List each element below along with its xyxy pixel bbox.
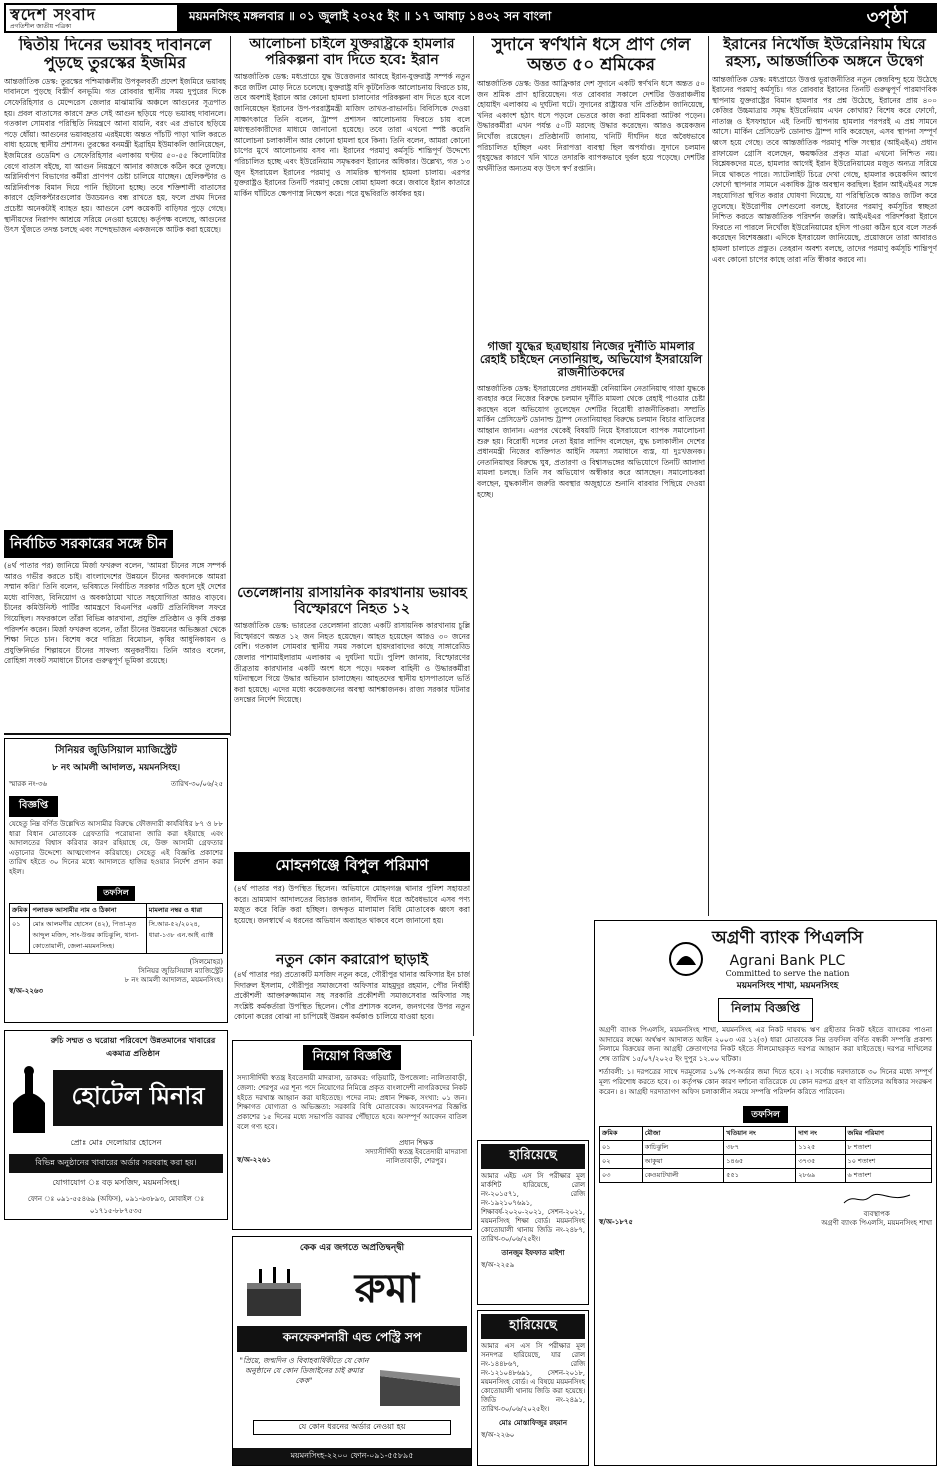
notice-body: আমার এস এস সি পরীক্ষার মূল সনদপত্র হারিয়েছে, যার রোল নং-১৪৪৮৬৭, রেজি নং-১২১০৪৮৬৯১, সেশন-২০১৮, ময়মনসিংহ বোর্ড। এ বিষয়ে ময়মনসিংহ কোতোয়ালী থানায় জিডি করা হয়েছে। জিডি নং-২৪৯১, তারিখ-৩০/০৬/২০২৫ইং। [481,1342,585,1413]
story-body: (৪র্থ পাতার পর) প্রত্যেকটি মসজিদ নতুন করে, গৌরীপুর থানার অফিসার ইন চার্জ দিদারুল ইসলাম, গৌরীপুর সমাজসেবা অফিসার মাহমুদুর রহমান, পৌর নির্বাহী প্রকৌশলী আক্তারুজ্জামান সহ সরকারি প্রকৌশলী সমাজসেবার অফিসার সহ সংশ্লিষ্ট কর্মকর্তারা উপস্থিত ছিলেন। পৌর প্রশাসক বলেন, জনগণের উপর নতুন কোনো করের বোঝা না চাপিয়েই উন্নয়ন কর্মকাণ্ড চালিয়ে যাওয়া হবে। [234,970,470,1022]
schedule-table [599,1126,932,1183]
story-china [4,530,226,730]
ruma-confectionery-ad [232,1236,472,1466]
lost-notice [477,1140,589,1305]
cake-slice-icon [375,1356,465,1416]
reference-number: স্ব/অ-২২৬০ [481,1431,515,1439]
table-cell: ০২ [600,1155,643,1169]
notice-title: নিলাম বিজ্ঞপ্তি [718,998,813,1022]
bank-motto: Committed to serve the nation [725,969,850,978]
headline: তেলেঙ্গানায় রাসায়নিক কারখানায় ভয়াবহ বিস্ফোরণে নিহত ১২ [237,585,467,618]
court-notice [4,738,228,1023]
table-cell: ১০ শতাংশ [845,1155,931,1169]
branch-name: ময়মনসিংহ শাখা, ময়মনসিংহ [736,981,839,991]
order-line: যে কোন ধরনের অর্ডার নেওয়া হয় [253,1420,451,1435]
logo-tagline: প্রগতিশীল জাতীয় পত্রিকা [10,22,72,30]
table-cell: ৩৭৩৫ [796,1155,845,1169]
court-header: সিনিয়র জুডিসিয়াল ম্যাজিস্ট্রেট [55,745,177,756]
notice-title: হারিয়েছে [481,1314,585,1339]
table-cell: আকুয়া [642,1155,724,1169]
table-cell: ৩৮৭ [724,1141,796,1155]
reference-number: স্ব/অ-১৮৭৫ [599,1217,633,1227]
signer-org: সদ্যাসীর্দিঘী স্বতন্ত্র ইবতেদায়ী মাদরাসা [365,1147,467,1156]
notice-body: অগ্রণী ব্যাংক পিএলসি, ময়মনসিংহ শাখা, ময়মনসিংহ এর নিকট দায়বদ্ধ ঋণ গ্রহীতার নিকট হইতে ব্যাংকের পাওনা আদায়ের লক্ষ্যে অর্থঋণ আদালত আইন ২০০৩ এর ১২(৩) ধারা মোতাবেক নিম্ন তফসিল বর্ণিত বন্ধকী সম্পত্তি প্রকাশ্য নিলামে বিক্রয়ের জন্য আগ্রহী ক্রেতাগণের নিকট হইতে সীলমোহরকৃত দরপত্র আহ্বান করা যাইতেছে। দরপত্র দাখিলের শেষ তারিখ ১৫/০৭/২০২৫ ইং দুপুর ১২.০০ ঘটিকা। [599,1026,932,1063]
table-row [600,1155,932,1169]
headline: নির্বাচিত সরকারের সঙ্গে চীন [4,530,173,558]
story-body: আন্তর্জাতিক ডেস্ক: তুরস্কের পশ্চিমাঞ্চলীয় উপকূলবর্তী প্রদেশ ইজমিরে ভয়াবহ দাবানলে পুড়ছে বিস্তীর্ণ বনভূমি। গত রোববার স্থানীয় সময় দুপুরের দিকে সেফেরিহিসার ও মেন্দেরেস জেলার মাঝামাঝি অঞ্চলে আগুনের সূত্রপাত হয়। প্রবল বাতাসের কারণে দ্রুত সেই আগুন ছড়িয়ে পড়ে ভয়াবহ দাবানলে। গতকাল সোমবার পরিস্থিতি নিয়ন্ত্রণে আনা যায়নি, বরং এর প্রভাবে ছড়িয়ে পড়ে ধোঁয়া। আগুনের ভয়াবহতায় এরইমধ্যে অন্তত পাঁচটি পাড়া খালি করতে বাধ্য হয়েছে স্থানীয় প্রশাসন। তুরস্কের বনমন্ত্রী ইব্রাহিম ইউমাকলি জানিয়েছেন, ইজমিরের ওডেমিশ ও সেফেরিহিসার এলাকায় ঘণ্টায় ৫০-৫৫ কিলোমিটার বেগে বাতাস বইছে, যা আগুন নিয়ন্ত্রণে আনার কাজকে কঠিন করে তুলছে। অগ্নিনির্বাপণ বিভাগের কর্মীরা প্রাণপণ চেষ্টা চালিয়ে যাচ্ছেন। হেলিকপ্টার ও অগ্নিনির্বাপক বিমান দিয়ে পানি ছিটানো হচ্ছে। তবে শক্তিশালী বাতাসের কারণে হেলিকপ্টারগুলোর উড্ডয়নও বন্ধ রাখতে হয়, ফলে প্রথম দিনের প্রচেষ্টা অনেকটাই ব্যাহত হয়। আগুনে বেশ কয়েকটি বাড়িঘর পুড়ে গেছে। স্থানীয়দের নিরাপদ আশ্রয়ে সরিয়ে নেওয়া হয়েছে। কর্তৃপক্ষ বলেছে, আগুনের উৎস খুঁজতে তদন্ত চলছে এবং সন্দেহভাজন একজনকে আটক করা হয়েছে। [4,76,226,235]
table-cell: ০৩ [600,1169,643,1183]
shop-name: কনফেকশনারী এন্ড পেস্ট্রি সপ [237,1326,467,1352]
col-header: মামলার নম্বর ও ধারা [146,904,222,918]
mosque-icon [9,1063,49,1133]
job-notice [232,1040,472,1230]
signer-address: নালিতাবাড়ী, শেরপুর। [386,1156,447,1165]
ad-top-line: রুচি সম্মত ও ঘরোয়া পরিবেশে উন্নতমানের খাবারের একমাত্র প্রতিষ্ঠান [50,1035,216,1058]
bank-logo-icon [668,941,704,977]
hotel-address: যোগাযোগ ঃ বড় মসজিদ, ময়মনসিংহ। [52,1178,180,1187]
story-body: আন্তর্জাতিক ডেস্ক: ভারতের তেলেঙ্গানা রাজ্যে একটি রাসায়নিক কারখানায় চুল্লি বিস্ফোরণে অন্তত ১২ জন নিহত হয়েছেন। আহত হয়েছেন আরও ৩০ জনের বেশি। গতকাল সোমবার স্থানীয় সময় সকালে হায়দরাবাদের কাছে সাঙ্গারেড্ডি জেলার পাশামাইলারাম এলাকায় এ দুর্ঘটনা ঘটে। পুলিশ জানায়, বিস্ফোরণের তীব্রতায় কারখানার একটি অংশ ধসে পড়ে। দমকল বাহিনী ও উদ্ধারকর্মীরা ঘটনাস্থলে গিয়ে উদ্ধার অভিযান চালাচ্ছেন। আহতদের স্থানীয় হাসপাতালে ভর্তি করা হয়েছে। এদের মধ্যে কয়েকজনের অবস্থা আশঙ্কাজনক। রাজ্য সরকার ঘটনার তদন্তের নির্দেশ দিয়েছে। [234,621,470,705]
signer-title: ব্যবস্থাপক [863,1210,890,1219]
newspaper-logo [4,3,179,33]
signature-icon [842,1191,912,1207]
date-line: ময়মনসিংহ মঙ্গলবার ॥ ০১ জুলাই ২০২৫ ইং ॥ ১৭ আষাঢ় ১৪৩২ সন বাংলা [179,3,837,33]
column-rule [230,36,231,736]
hotel-tagline: বিভিন্ন অনুষ্ঠানের খাবারের অর্ডার সরবরাহ করা হয়। [9,1154,223,1173]
story-body: আন্তর্জাতিক ডেস্ক: মধ্যপ্রাচ্যে উত্তপ্ত ভূরাজনীতির নতুন কেন্দ্রবিন্দু হয়ে উঠেছে ইরানের পরমাণু কর্মসূচি। গত রোববার ইরানের তিনটি গুরুত্বপূর্ণ পারমাণবিক স্থাপনায় যুক্তরাষ্ট্রের বিমান হামলার পর প্রশ্ন উঠেছে, ইরানের প্রায় ৪০০ কেজির উচ্চমাত্রায় সমৃদ্ধ ইউরেনিয়াম এখন কোথায়? বিশেষ করে ফোর্দো, নাতাঞ্জ ও ইসফাহানে এই তিনটি স্থাপনায় হামলার পরপরই এ প্রশ্ন সামনে আসে। মার্কিন প্রেসিডেন্ট ডোনাল্ড ট্রাম্প দাবি করেছেন, এসব স্থাপনা সম্পূর্ণ ধ্বংস হয়ে গেছে। তবে আন্তর্জাতিক পরমাণু শক্তি সংস্থার (আইএইএ) প্রধান রাফায়েল গ্রোসি বলেছেন, ক্ষয়ক্ষতির প্রকৃত মাত্রা এখনো নিশ্চিত নয়। বিশ্লেষকদের মতে, হামলার আগেই ইরান ইউরেনিয়ামের মজুত অন্যত্র সরিয়ে নিয়ে থাকতে পারে। স্যাটেলাইট চিত্রে দেখা গেছে, হামলার কয়েকদিন আগে ফোর্দো স্থাপনার সামনে একাধিক ট্রাক অবস্থান করছিল। ইরান আইএইএর সঙ্গে সহযোগিতা স্থগিত করার ঘোষণা দিয়েছে, যা পরিস্থিতিকে আরও জটিল করে তুলেছে। ইউরোপীয় দেশগুলো বলছে, ইরানের পরমাণু কর্মসূচির স্বচ্ছতা নিশ্চিত করতে আন্তর্জাতিক পরিদর্শন জরুরি। আইএইএর পরিদর্শকরা ইরানে ফিরতে না পারলে নিখোঁজ ইউরেনিয়ামের হদিস পাওয়া কঠিন হবে বলে সতর্ক করেছেন বিশেষজ্ঞরা। এদিকে ইসরায়েল জানিয়েছে, প্রয়োজনে তারা আবারও হামলা চালাতে প্রস্তুত। তেহরান অবশ্য বলছে, তাদের পরমাণু কর্মসূচি শান্তিপূর্ণ এবং কোনো চাপের কাছে তারা নতি স্বীকার করবে না। [712,74,937,264]
headline: নতুন কোন করারোপ ছাড়াই [275,952,429,968]
court-subheader: ৮ নং আমলী আদালত, ময়মনসিংহ। [51,763,181,773]
story-sudan-mine [477,36,705,336]
table-cell: ০১ [600,1141,643,1155]
section-rule [4,733,230,735]
notice-date: তারিখ-৩০/০৬/২৫ [170,780,223,788]
reference-number: স্ব/অ-২২৫৯ [481,1261,515,1269]
story-body: (৪র্থ পাতার পর) উপস্থিত ছিলেন। অভিযানে মোহনগঞ্জ থানার পুলিশ সহায়তা করে। ভ্রাম্যমাণ আদালতের বিচারক জানান, দীর্ঘদিন ধরে অবৈধভাবে এসব পণ্য মজুত করে বিক্রি করা হচ্ছিল। জব্দকৃত মালামাল বিধি মোতাবেক ধ্বংস করা হয়েছে। জনস্বার্থে এ ধরনের অভিযান অব্যাহত থাকবে বলে জানানো হয়। [234,884,470,925]
table-cell: ১৪৬৫ [724,1155,796,1169]
headline: সুদানে স্বর্ণখনি ধসে প্রাণ গেল অন্তত ৫০ শ্রমিকের [491,36,691,75]
story-body: আন্তর্জাতিক ডেস্ক: উত্তর আফ্রিকার দেশ সুদানে একটি স্বর্ণখনি ধসে অন্তত ৫০ জন শ্রমিক প্রাণ হারিয়েছেন। গত রোববার সকালে দেশটির উত্তরাঞ্চলীয় হোয়াইদ এলাকায় এ দুর্ঘটনা ঘটে। সুদানের রাষ্ট্রায়ত্ত খনি প্রতিষ্ঠান জানিয়েছে, খনির একাংশ হঠাৎ ধসে পড়লে ভেতরে কাজ করা শ্রমিকরা আটকা পড়েন। উদ্ধারকর্মীরা এখন পর্যন্ত ৫০টি মরদেহ উদ্ধার করেছেন। আরও কয়েকজন নিখোঁজ রয়েছেন। প্রতিষ্ঠানটি জানায়, খনিটি দীর্ঘদিন ধরে অবৈধভাবে পরিচালিত হচ্ছিল এবং নিরাপত্তা ব্যবস্থা ছিল অপর্যাপ্ত। সুদানে চলমান গৃহযুদ্ধের কারণে খনি খাতে তদারকি ব্যাপকভাবে দুর্বল হয়ে পড়েছে। দেশটির অর্থনীতির অন্যতম বড় উৎস স্বর্ণ রপ্তানি। [477,79,705,173]
story-no-new-tax [234,952,470,1034]
bank-name-en: Agrani Bank PLC [729,953,846,969]
table-cell: কাচিঝুলি [642,1141,724,1155]
story-telangana-blast [234,585,470,850]
masthead [4,3,937,33]
col-header: ক্রমিক [10,904,30,918]
headline: গাজা যুদ্ধের ছত্রছায়ায় নিজের দুর্নীতি মামলার রেহাই চাইছেন নেতানিয়াহু, অভিযোগ ইসরায়েলি রাজনীতিকদের [479,340,703,380]
bank-name-bn: অগ্রণী ব্যাংক পিএলসি [711,928,864,948]
story-body: আন্তর্জাতিক ডেস্ক: ইসরায়েলের প্রধানমন্ত্রী বেনিয়ামিন নেতানিয়াহু গাজা যুদ্ধকে ব্যবহার করে নিজের বিরুদ্ধে চলমান দুর্নীতি মামলা থেকে রেহাই পাওয়ার চেষ্টা করছেন বলে অভিযোগ তুলেছেন দেশটির বিরোধী রাজনীতিকরা। সম্প্রতি মার্কিন প্রেসিডেন্ট ডোনাল্ড ট্রাম্প নেতানিয়াহুর বিরুদ্ধে চলমান বিচার বাতিলের আহ্বান জানান। এরপর থেকেই বিষয়টি নিয়ে ইসরায়েলে ব্যাপক সমালোচনা শুরু হয়। বিরোধী দলের নেতা ইয়ার লাপিদ বলেছেন, যুদ্ধ চলাকালীন দেশের প্রধানমন্ত্রী নিজের ব্যক্তিগত আইনি সমস্যা সমাধানে ব্যস্ত, যা দুঃখজনক। নেতানিয়াহুর বিরুদ্ধে ঘুষ, প্রতারণা ও বিশ্বাসভঙ্গের অভিযোগে তিনটি আলাদা মামলা চলছে। তিনি সব অভিযোগ অস্বীকার করে আসছেন। সমালোচকরা বলছেন, যুদ্ধকালীন জরুরি অবস্থার অজুহাতে শুনানি বারবার পিছিয়ে দেওয়া হচ্ছে। [477,383,705,499]
story-izmir-wildfire [4,36,226,526]
table-cell: মোঃ আলমগীর হোসেন (৪২), পিতা-মৃত আব্দুল মজিদ, সাং-উত্তর কাচিঝুলি, থানা-কোতোয়ালী, জেলা-ময়মনসিংহ। [30,918,146,954]
headline: মোহনগঞ্জে বিপুল পরিমাণ [234,852,470,881]
story-mohanganj [234,852,470,950]
table-header-row [600,1127,932,1141]
agrani-bank-auction-notice [594,920,937,1466]
proprietor: প্রোঃ মোঃ দেলোয়ার হোসেন [70,1138,162,1147]
notice-body: যেহেতু নিম্ন বর্ণিত উল্লেখিত আসামীর বিরুদ্ধে ফৌজদারী কার্যবিধির ৮৭ ও ৮৮ ধারা বিধান মোতাবেক গ্রেফতারি পরোয়ানা জারি করা হইয়াছে এবং আদালতের বিশ্বাস করিবার কারণ রহিয়াছে যে, উক্ত আসামী গ্রেফতার এড়ানোর উদ্দেশ্যে আত্মগোপন করিয়াছে। সেহেতু এই বিজ্ঞপ্তি প্রকাশের তারিখ হইতে ৩০ দিনের মধ্যে আদালতে হাজির হওয়ার নির্দেশ প্রদান করা হইল। [9,820,223,876]
headline: আলোচনা চাইলে যুক্তরাষ্ট্রকে হামলার পরিকল্পনা বাদ দিতে হবে: ইরান [249,36,455,69]
hotel-minar-ad [4,1030,228,1220]
logo-name: স্বদেশ সংবাদ [10,4,97,24]
notice-title: বিজ্ঞপ্তি [9,796,58,817]
schedule-title: তফসিল [743,1106,788,1123]
table-row [600,1141,932,1155]
ad-quote: "প্রিয়ে, জন্মদিন ও বিবাহবার্ষিকীতে যে কোন অনুষ্ঠানে যে কোন ডিজাইনের চাই রুমার কেক" [239,1356,369,1385]
owner-name: তানজুম ইফফাত মাইশা [501,1248,565,1257]
notice-title: হারিয়েছে [481,1144,585,1169]
table-cell: ২৮৬৯ [796,1169,845,1183]
table-cell: ৬ শতাংশ [845,1169,931,1183]
story-body: (৪র্থ পাতার পর) জানিয়ে মির্জা ফখরুল বলেন, 'আমরা চীনের সঙ্গে সম্পর্ক আরও গভীর করতে চাই। বাংলাদেশের উন্নয়নে চীনের অবদানকে আমরা সম্মান করি।' তিনি বলেন, ভবিষ্যতে নির্বাচিত সরকার গঠিত হলে দুই দেশের মধ্যে বাণিজ্য, বিনিয়োগ ও অবকাঠামো খাতে সহযোগিতা আরও বাড়বে। চীনের কমিউনিস্ট পার্টির আমন্ত্রণে বিএনপির একটি প্রতিনিধিদল সফরে গিয়েছিল। সফরকালে তাঁরা বিভিন্ন কারখানা, প্রযুক্তি প্রতিষ্ঠান ও কৃষি প্রকল্প পরিদর্শন করেন। মির্জা ফখরুল বলেন, তাঁরা চীনের উন্নয়নের অভিজ্ঞতা থেকে শিক্ষা নিতে চান। বিশেষ করে দারিদ্র্য বিমোচন, কৃষির আধুনিকায়ন ও প্রযুক্তিনির্ভর শিল্পায়নে চীনের সাফল্য অনুকরণীয়। তিনি আরও বলেন, রোহিঙ্গা সংকট সমাধানে চীনের গুরুত্বপূর্ণ ভূমিকা রয়েছে। [4,561,226,666]
col-header: জমির পরিমাণ [845,1127,931,1141]
brand-name: রুমা [354,1266,420,1312]
table-cell: ৫৫১ [724,1169,796,1183]
hotel-name: হোটেল মিনার [53,1070,223,1126]
cake-icon [239,1261,309,1321]
ad-tagline: কেক এর জগতে অপ্রতিদ্বন্দ্বী [299,1243,405,1253]
table-cell: ৮ শতাংশ [845,1141,931,1155]
col-header: দাগ নং [796,1127,845,1141]
table-cell: ০১ [10,918,30,954]
reference-number: স্ব/অ-২২৬১ [237,1154,271,1164]
col-header: ক্রমিক [600,1127,643,1141]
owner-name: মোঃ মোস্তাফিজুর রহমান [498,1418,568,1427]
table-cell: সি.আর-৫২/২০২৪, ধারা-১৩৮ এন.আই এ্যাক্ট [146,918,222,954]
column-rule [473,36,474,1036]
signer-court: ৮ নং আমলী আদালত, ময়মনসিংহ। [124,976,223,984]
story-iran-talks [234,36,470,581]
memo-number: স্মারক নং-৩৬ [9,780,48,788]
notice-body: সদ্যাসীর্দিঘী স্বতন্ত্র ইবতেদায়ী মাদরাসা, ডাকঘর: গড়িয়াটি, উপজেলা: নালিতাবাড়ী, জেলা: শেরপুর এর শূন্য পদে নিয়োগের নিমিত্তে প্রকৃত বাংলাদেশী নাগরিকদের নিকট হইতে দরখাস্ত আহ্বান করা যাইতেছে। পদের নাম: প্রধান শিক্ষক, সংখ্যা: ০১ জন। শিক্ষাগত যোগ্যতা ও অভিজ্ঞতা: সরকারি বিধি মোতাবেক। আবেদনপত্র বিজ্ঞপ্তি প্রকাশের ১৫ দিনের মধ্যে সভাপতি বরাবর পৌঁছাতে হবে। অসম্পূর্ণ আবেদন বাতিল বলে গণ্য হবে। [237,1074,467,1131]
table-cell: ১১২৫ [796,1141,845,1155]
signer-branch: অগ্রণী ব্যাংক পিএলসি, ময়মনসিংহ শাখা [821,1219,932,1228]
col-header: খতিয়ান নং [724,1127,796,1141]
lost-notice [477,1310,589,1466]
story-iran-uranium [712,36,937,916]
table-cell: কেওয়াটখালী [642,1169,724,1183]
conditions: শর্তাবলী: ১। দরপত্রের সাথে দরমূল্যের ১০% পে-অর্ডার জমা দিতে হবে। ২। সর্বোচ্চ দরদাতাকে ৩০ দিনের মধ্যে সম্পূর্ণ মূল্য পরিশোধ করতে হবে। ৩। কর্তৃপক্ষ কোন কারণ দর্শানো ব্যতিরেকে যে কোন দরপত্র গ্রহণ বা বাতিলের অধিকার সংরক্ষণ করেন। ৪। আগ্রহী দরদাতাগণ অফিস চলাকালীন সময়ে সম্পত্তি পরিদর্শন করিতে পারিবেন। [599,1068,932,1096]
column-rule [708,36,709,916]
signer-title: প্রধান শিক্ষক [399,1138,434,1147]
signer-office: সিনিয়র জুডিসিয়াল ম্যাজিস্ট্রেট [138,967,223,975]
schedule-table [9,903,223,954]
table-row [600,1169,932,1183]
reference-number: স্ব/অ-২২৬৩ [9,986,43,995]
hotel-phone: ফোন ঃ ০৯১-৫৫৪৬৯ (অফিস), ০৯১-৬৩৮৯৩, মোবাইল ঃ ০১৭১৫-৮৮৭৫৩৫ [27,1195,205,1215]
story-body: আন্তর্জাতিক ডেস্ক: মধ্যপ্রাচ্যে যুদ্ধ উত্তেজনার আবহে ইরান-যুক্তরাষ্ট্র সম্পর্ক নতুন করে জটিল মোড় নিতে চলেছে। যুক্তরাষ্ট্র যদি কূটনৈতিক আলোচনায় ফিরতে চায়, তবে অবশ্যই ইরানে আর কোনো হামলা চালানোর পরিকল্পনা বাদ দিতে হবে বলে জানিয়েছেন ইরানের উপ-পররাষ্ট্রমন্ত্রী মাজিদ তাখত-রাভানচি। বিবিসিকে দেওয়া সাক্ষাৎকারে তিনি বলেন, ট্রাম্প প্রশাসন আলোচনায় ফিরতে চায় বলে মধ্যস্থতাকারীদের মাধ্যমে জানানো হয়েছে। তবে তারা এখনো স্পষ্ট করেনি আলোচনা চলাকালীন আর কোনো হামলা হবে কিনা। তিনি বলেন, আমরা কোনো চাপের মুখে আলোচনায় বসব না। ইরানের পরমাণু কর্মসূচি শান্তিপূর্ণ উদ্দেশ্যে পরিচালিত হচ্ছে এবং ইউরেনিয়াম সমৃদ্ধকরণ ইরানের অধিকার। উল্লেখ্য, গত ১৩ জুন ইসরায়েল ইরানের পরমাণু ও সামরিক স্থাপনায় হামলা চালায়। এরপর যুক্তরাষ্ট্রও ইরানের তিনটি পরমাণু কেন্দ্রে বোমা হামলা করে। জবাবে ইরান কাতারে মার্কিন ঘাঁটিতে ক্ষেপণাস্ত্র নিক্ষেপ করে। পরে যুদ্ধবিরতি কার্যকর হয়। [234,72,470,198]
col-header: মৌজা [642,1127,724,1141]
schedule-title: তফসিল [97,886,134,901]
seal-label: (সিলমোহর) [189,958,223,966]
notice-title: নিয়োগ বিজ্ঞপ্তি [303,1045,402,1070]
col-header: পলাতক আসামীর নাম ও ঠিকানা [30,904,146,918]
notice-body: আমার এইচ এস সি পরীক্ষার মূল মার্কশিট হারিয়েছে, রোল নং-২০১৫৭১, রেজি নং-১৯২১০৭৬৯১, শিক্ষাবর্ষ-২০২০-২০২১, সেশন-২০২১, ময়মনসিংহ শিক্ষা বোর্ড। ময়মনসিংহ কোতোয়ালী থানায় জিডি নং-২৪৮৭, তারিখ-৩০/০৬/২৫ইং। [481,1172,585,1243]
page-number: ৩পৃষ্ঠা [837,3,937,33]
ad-footer: ময়মনসিংহ-২২০০ ফোন-০৯১-৫৫৮৯৫ [233,1448,471,1465]
story-netanyahu [477,340,705,900]
headline: ইরানের নিখোঁজ ইউরেনিয়াম ঘিরে রহস্য, আন্তর্জাতিক অঙ্গনে উদ্বেগ [723,36,926,71]
headline: দ্বিতীয় দিনের ভয়াবহ দাবানলে পুড়ছে তুরস্কের ইজমির [18,36,212,73]
